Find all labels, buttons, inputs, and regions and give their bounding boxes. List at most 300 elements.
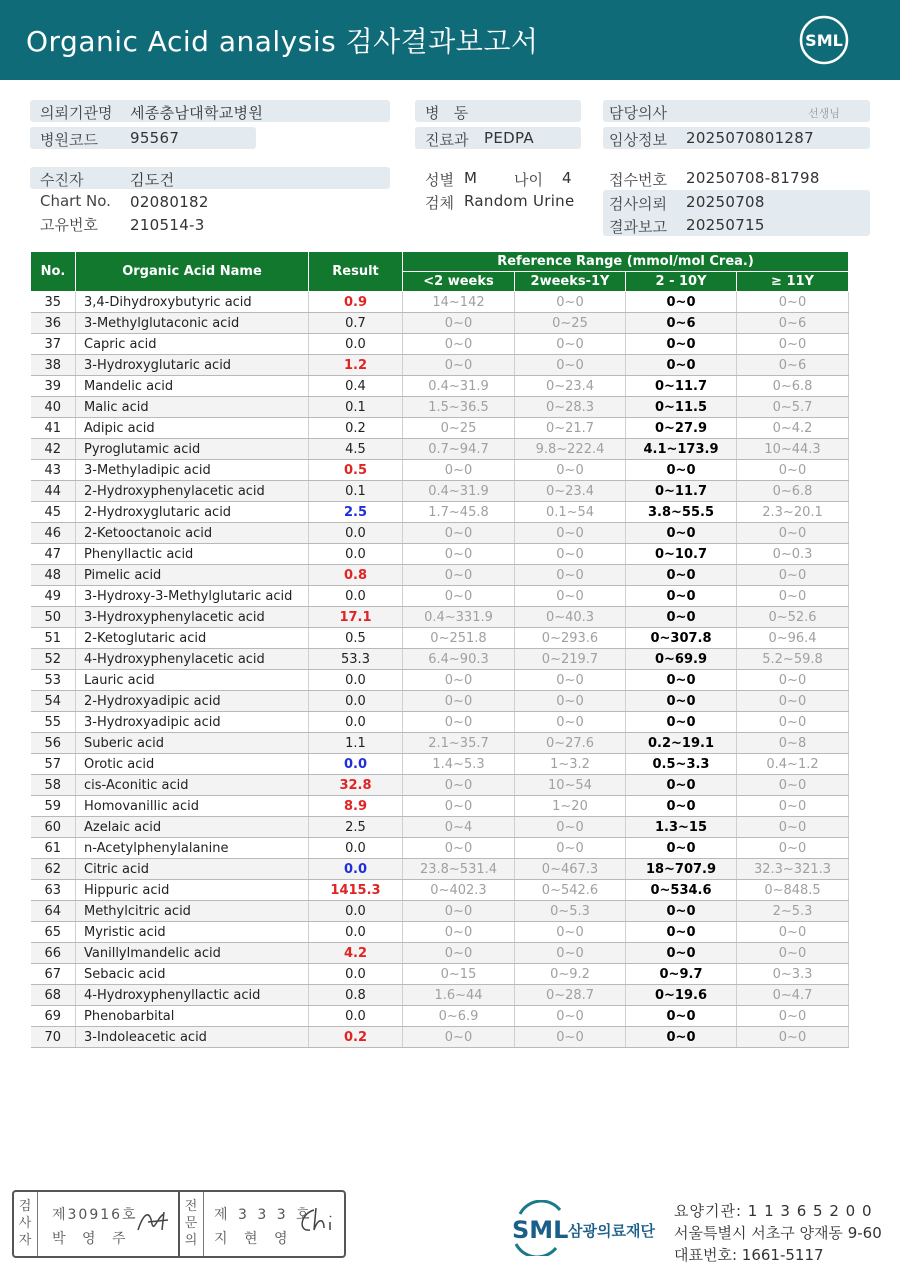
result-value: 0.0 bbox=[309, 922, 403, 943]
ref-2weeks-1y: 0~21.7 bbox=[515, 418, 626, 439]
ref-11y-plus: 0~4.7 bbox=[737, 985, 849, 1006]
row-number: 38 bbox=[31, 355, 76, 376]
req-date-value: 20250708 bbox=[686, 193, 765, 211]
ref-2-10y: 0~27.9 bbox=[626, 418, 737, 439]
table-row bbox=[31, 943, 849, 964]
result-value bbox=[309, 943, 403, 964]
acid-name: 3-Hydroxy-3-Methylglutaric acid bbox=[76, 586, 309, 607]
ref-2-10y: 0~0 bbox=[626, 670, 737, 691]
table-row bbox=[31, 691, 849, 712]
acid-name: Phenyllactic acid bbox=[76, 544, 309, 565]
ref-11y-plus: 0~0 bbox=[737, 691, 849, 712]
footer-phone: 대표번호: 1661-5117 bbox=[674, 1246, 824, 1264]
table-row bbox=[31, 754, 849, 775]
row-number: 39 bbox=[31, 376, 76, 397]
sml-footer-logo-icon bbox=[510, 1200, 670, 1256]
result-flagged: 0.9 bbox=[343, 294, 368, 310]
req-org-value: 세종충남대학교병원 bbox=[130, 104, 264, 122]
result-value: 0.8 bbox=[309, 985, 403, 1006]
row-number: 35 bbox=[31, 292, 76, 313]
institution-code: 요양기관: 1 1 3 6 5 2 0 0 bbox=[674, 1202, 873, 1220]
svg-text:SML: SML bbox=[805, 31, 843, 50]
unique-value: 210514-3 bbox=[130, 216, 205, 234]
acid-name: 4-Hydroxyphenyllactic acid bbox=[76, 985, 309, 1006]
signature-box bbox=[12, 1190, 346, 1258]
row-number: 43 bbox=[31, 460, 76, 481]
ref-under-2-weeks: 0~0 bbox=[403, 943, 515, 964]
table-row bbox=[31, 1006, 849, 1027]
table-row bbox=[31, 817, 849, 838]
ref-under-2-weeks: 0~402.3 bbox=[403, 880, 515, 901]
ref-11y-plus: 0~848.5 bbox=[737, 880, 849, 901]
ref-2-10y: 0.5~3.3 bbox=[626, 754, 737, 775]
result-value bbox=[309, 859, 403, 880]
sex-value: M bbox=[464, 169, 478, 187]
row-number: 50 bbox=[31, 607, 76, 628]
signature-label-1: 검사자 bbox=[18, 1199, 32, 1248]
result-flagged: 4.2 bbox=[343, 945, 368, 961]
ref-under-2-weeks: 1.6~44 bbox=[403, 985, 515, 1006]
ref-11y-plus: 32.3~321.3 bbox=[737, 859, 849, 880]
doctor-label: 담당의사 bbox=[609, 104, 667, 122]
result-flagged: 0.8 bbox=[343, 567, 368, 583]
table-row bbox=[31, 502, 849, 523]
table-row bbox=[31, 985, 849, 1006]
ref-11y-plus: 0~0 bbox=[737, 817, 849, 838]
row-number: 47 bbox=[31, 544, 76, 565]
table-row bbox=[31, 544, 849, 565]
result-value: 0.0 bbox=[309, 691, 403, 712]
report-date-value: 20250715 bbox=[686, 216, 765, 234]
ref-under-2-weeks: 0.4~31.9 bbox=[403, 376, 515, 397]
result-value: 0.0 bbox=[309, 586, 403, 607]
acid-name: Adipic acid bbox=[76, 418, 309, 439]
result-value bbox=[309, 460, 403, 481]
row-number: 58 bbox=[31, 775, 76, 796]
ref-11y-plus: 0~52.6 bbox=[737, 607, 849, 628]
ref-2weeks-1y: 9.8~222.4 bbox=[515, 439, 626, 460]
row-number: 61 bbox=[31, 838, 76, 859]
footer-logo bbox=[510, 1200, 670, 1260]
acid-name: n-Acetylphenylalanine bbox=[76, 838, 309, 859]
result-value bbox=[309, 607, 403, 628]
ref-11y-plus: 0~6 bbox=[737, 355, 849, 376]
result-flagged: 1.2 bbox=[343, 357, 368, 373]
ref-2-10y: 0~0 bbox=[626, 607, 737, 628]
result-value bbox=[309, 355, 403, 376]
ref-11y-plus: 0~0 bbox=[737, 796, 849, 817]
ref-under-2-weeks: 0~4 bbox=[403, 817, 515, 838]
ref-2-10y: 0~0 bbox=[626, 691, 737, 712]
ref-11y-plus: 0~0 bbox=[737, 943, 849, 964]
acid-name: 4-Hydroxyphenylacetic acid bbox=[76, 649, 309, 670]
ref-2weeks-1y: 0~293.6 bbox=[515, 628, 626, 649]
req-org-label: 의뢰기관명 bbox=[40, 104, 113, 122]
acid-name: Phenobarbital bbox=[76, 1006, 309, 1027]
table-row bbox=[31, 418, 849, 439]
ref-under-2-weeks: 0~0 bbox=[403, 586, 515, 607]
acid-name: Capric acid bbox=[76, 334, 309, 355]
result-value: 0.2 bbox=[309, 418, 403, 439]
row-number: 44 bbox=[31, 481, 76, 502]
table-row bbox=[31, 565, 849, 586]
result-flagged: 0.0 bbox=[343, 756, 368, 772]
ref-2-10y: 0~0 bbox=[626, 943, 737, 964]
ref-11y-plus: 0~0 bbox=[737, 334, 849, 355]
ref-2-10y: 0~9.7 bbox=[626, 964, 737, 985]
result-value: 0.0 bbox=[309, 334, 403, 355]
acid-name: 2-Hydroxyphenylacetic acid bbox=[76, 481, 309, 502]
ref-2-10y: 0~11.5 bbox=[626, 397, 737, 418]
row-number: 66 bbox=[31, 943, 76, 964]
acid-name: Homovanillic acid bbox=[76, 796, 309, 817]
table-row bbox=[31, 460, 849, 481]
signature-name-1: 박 영 주 bbox=[52, 1231, 132, 1247]
ref-2-10y: 0~0 bbox=[626, 523, 737, 544]
result-flagged: 0.0 bbox=[343, 861, 368, 877]
ref-2-10y: 0~69.9 bbox=[626, 649, 737, 670]
row-number: 41 bbox=[31, 418, 76, 439]
col-header-reference: Reference Range (mmol/mol Crea.) bbox=[403, 252, 849, 272]
row-number: 69 bbox=[31, 1006, 76, 1027]
acid-name: Suberic acid bbox=[76, 733, 309, 754]
acid-name: Lauric acid bbox=[76, 670, 309, 691]
ref-2weeks-1y: 0~219.7 bbox=[515, 649, 626, 670]
signature-name-2: 지 현 영 bbox=[214, 1231, 294, 1247]
table-row bbox=[31, 607, 849, 628]
ref-11y-plus: 2.3~20.1 bbox=[737, 502, 849, 523]
table-row bbox=[31, 628, 849, 649]
ref-2-10y: 0~0 bbox=[626, 796, 737, 817]
ref-11y-plus: 0~0 bbox=[737, 586, 849, 607]
row-number: 48 bbox=[31, 565, 76, 586]
result-value: 2.5 bbox=[309, 817, 403, 838]
result-value: 0.0 bbox=[309, 670, 403, 691]
ref-2weeks-1y: 1~3.2 bbox=[515, 754, 626, 775]
clinical-label: 임상정보 bbox=[609, 131, 667, 149]
ref-under-2-weeks: 0~0 bbox=[403, 544, 515, 565]
clinical-value: 2025070801287 bbox=[686, 129, 814, 147]
acid-name: Azelaic acid bbox=[76, 817, 309, 838]
ref-11y-plus: 0~0 bbox=[737, 523, 849, 544]
ref-under-2-weeks: 0.4~331.9 bbox=[403, 607, 515, 628]
row-number: 70 bbox=[31, 1027, 76, 1048]
result-value: 1.1 bbox=[309, 733, 403, 754]
acid-name: Methylcitric acid bbox=[76, 901, 309, 922]
table-row bbox=[31, 922, 849, 943]
ref-2-10y: 18~707.9 bbox=[626, 859, 737, 880]
result-value bbox=[309, 880, 403, 901]
col-header-ref-1: <2 weeks bbox=[403, 272, 515, 292]
ref-under-2-weeks: 0~0 bbox=[403, 334, 515, 355]
ref-2weeks-1y: 0~40.3 bbox=[515, 607, 626, 628]
ref-2-10y: 0~0 bbox=[626, 838, 737, 859]
ref-under-2-weeks: 1.4~5.3 bbox=[403, 754, 515, 775]
ref-2weeks-1y: 0~23.4 bbox=[515, 376, 626, 397]
ref-2weeks-1y: 0~0 bbox=[515, 670, 626, 691]
table-row bbox=[31, 292, 849, 313]
row-number: 37 bbox=[31, 334, 76, 355]
ref-2-10y: 0~6 bbox=[626, 313, 737, 334]
ref-2-10y: 4.1~173.9 bbox=[626, 439, 737, 460]
ref-2weeks-1y: 0~23.4 bbox=[515, 481, 626, 502]
col-header-ref-3: 2 - 10Y bbox=[626, 272, 737, 292]
ref-2weeks-1y: 0~0 bbox=[515, 817, 626, 838]
ref-under-2-weeks: 0~0 bbox=[403, 1027, 515, 1048]
ref-2-10y: 0~0 bbox=[626, 334, 737, 355]
ref-2-10y: 0~0 bbox=[626, 901, 737, 922]
ref-2-10y: 0~10.7 bbox=[626, 544, 737, 565]
ref-under-2-weeks: 2.1~35.7 bbox=[403, 733, 515, 754]
ref-under-2-weeks: 0~0 bbox=[403, 460, 515, 481]
row-number: 56 bbox=[31, 733, 76, 754]
ref-under-2-weeks: 1.5~36.5 bbox=[403, 397, 515, 418]
ref-11y-plus: 0~4.2 bbox=[737, 418, 849, 439]
ref-2weeks-1y: 1~20 bbox=[515, 796, 626, 817]
ref-under-2-weeks: 0.4~31.9 bbox=[403, 481, 515, 502]
hosp-code-label: 병원코드 bbox=[40, 131, 98, 149]
table-row bbox=[31, 523, 849, 544]
result-value: 0.7 bbox=[309, 313, 403, 334]
ref-11y-plus: 0~3.3 bbox=[737, 964, 849, 985]
ref-11y-plus: 0~0 bbox=[737, 670, 849, 691]
ref-2-10y: 0~0 bbox=[626, 460, 737, 481]
result-flagged: 0.2 bbox=[343, 1029, 368, 1045]
svg-text:삼광의료재단: 삼광의료재단 bbox=[568, 1222, 655, 1240]
result-flagged: 2.5 bbox=[343, 504, 368, 520]
acid-name: 3-Hydroxyglutaric acid bbox=[76, 355, 309, 376]
ref-11y-plus: 0~0 bbox=[737, 460, 849, 481]
unique-label: 고유번호 bbox=[40, 216, 98, 234]
table-row bbox=[31, 481, 849, 502]
table-row bbox=[31, 796, 849, 817]
ref-2-10y: 0~0 bbox=[626, 355, 737, 376]
table-row bbox=[31, 670, 849, 691]
row-number: 68 bbox=[31, 985, 76, 1006]
ref-under-2-weeks: 0~251.8 bbox=[403, 628, 515, 649]
acid-name: 3-Hydroxyadipic acid bbox=[76, 712, 309, 733]
dept-label: 진료과 bbox=[425, 131, 469, 149]
acid-name: Orotic acid bbox=[76, 754, 309, 775]
result-value bbox=[309, 796, 403, 817]
table-row bbox=[31, 838, 849, 859]
table-row bbox=[31, 334, 849, 355]
results-table bbox=[30, 251, 849, 1048]
table-row bbox=[31, 964, 849, 985]
patient-label: 수진자 bbox=[40, 171, 84, 189]
sml-logo-icon bbox=[798, 14, 850, 66]
result-value: 0.0 bbox=[309, 544, 403, 565]
ref-2weeks-1y: 0~0 bbox=[515, 460, 626, 481]
sex-label: 성별 bbox=[425, 171, 454, 189]
col-header-ref-4: ≥ 11Y bbox=[737, 272, 849, 292]
row-number: 45 bbox=[31, 502, 76, 523]
row-number: 51 bbox=[31, 628, 76, 649]
row-number: 62 bbox=[31, 859, 76, 880]
ref-2weeks-1y: 0~27.6 bbox=[515, 733, 626, 754]
ward-label: 병 동 bbox=[425, 104, 469, 122]
result-value: 0.4 bbox=[309, 376, 403, 397]
ref-under-2-weeks: 0~0 bbox=[403, 313, 515, 334]
ref-2weeks-1y: 0~28.3 bbox=[515, 397, 626, 418]
ref-under-2-weeks: 14~142 bbox=[403, 292, 515, 313]
acid-name: 3,4-Dihydroxybutyric acid bbox=[76, 292, 309, 313]
ref-11y-plus: 0~0 bbox=[737, 775, 849, 796]
ref-2weeks-1y: 0~0 bbox=[515, 922, 626, 943]
acid-name: cis-Aconitic acid bbox=[76, 775, 309, 796]
ref-2-10y: 0~0 bbox=[626, 922, 737, 943]
ref-2-10y: 0.2~19.1 bbox=[626, 733, 737, 754]
table-row bbox=[31, 313, 849, 334]
report-header bbox=[0, 0, 900, 80]
ref-2weeks-1y: 0.1~54 bbox=[515, 502, 626, 523]
ref-11y-plus: 0~0 bbox=[737, 565, 849, 586]
ref-11y-plus: 0~6.8 bbox=[737, 376, 849, 397]
acid-name: 2-Ketooctanoic acid bbox=[76, 523, 309, 544]
ref-2-10y: 0~11.7 bbox=[626, 376, 737, 397]
col-header-result: Result bbox=[309, 252, 403, 292]
ref-under-2-weeks: 0~0 bbox=[403, 712, 515, 733]
signature-label-2: 전문의 bbox=[184, 1199, 198, 1248]
acid-name: 2-Hydroxyadipic acid bbox=[76, 691, 309, 712]
ref-under-2-weeks: 0~0 bbox=[403, 691, 515, 712]
ref-under-2-weeks: 0~0 bbox=[403, 565, 515, 586]
req-date-label: 검사의뢰 bbox=[609, 195, 667, 213]
ref-11y-plus: 0~0 bbox=[737, 922, 849, 943]
ref-2-10y: 0~0 bbox=[626, 586, 737, 607]
row-number: 67 bbox=[31, 964, 76, 985]
ref-under-2-weeks: 0~25 bbox=[403, 418, 515, 439]
table-row bbox=[31, 901, 849, 922]
ref-2weeks-1y: 0~0 bbox=[515, 565, 626, 586]
ref-2-10y: 0~0 bbox=[626, 565, 737, 586]
ref-under-2-weeks: 0~0 bbox=[403, 355, 515, 376]
ref-2weeks-1y: 0~0 bbox=[515, 523, 626, 544]
row-number: 59 bbox=[31, 796, 76, 817]
row-number: 64 bbox=[31, 901, 76, 922]
ref-11y-plus: 0~6 bbox=[737, 313, 849, 334]
ref-2weeks-1y: 0~542.6 bbox=[515, 880, 626, 901]
specimen-label: 검체 bbox=[425, 194, 454, 212]
ref-2weeks-1y: 0~9.2 bbox=[515, 964, 626, 985]
ref-2weeks-1y: 0~28.7 bbox=[515, 985, 626, 1006]
ref-11y-plus: 0~6.8 bbox=[737, 481, 849, 502]
ref-under-2-weeks: 0~0 bbox=[403, 838, 515, 859]
ref-under-2-weeks: 0~0 bbox=[403, 922, 515, 943]
result-value: 0.0 bbox=[309, 901, 403, 922]
result-value: 0.0 bbox=[309, 838, 403, 859]
ref-2weeks-1y: 0~0 bbox=[515, 586, 626, 607]
signature-number-2: 제 3 3 3 호 bbox=[214, 1207, 313, 1223]
ref-11y-plus: 2~5.3 bbox=[737, 901, 849, 922]
row-number: 65 bbox=[31, 922, 76, 943]
acid-name: 3-Methylglutaconic acid bbox=[76, 313, 309, 334]
table-row bbox=[31, 733, 849, 754]
result-value bbox=[309, 775, 403, 796]
result-value bbox=[309, 754, 403, 775]
acid-name: Malic acid bbox=[76, 397, 309, 418]
acid-name: 3-Hydroxyphenylacetic acid bbox=[76, 607, 309, 628]
ref-2-10y: 0~0 bbox=[626, 292, 737, 313]
acid-name: 3-Indoleacetic acid bbox=[76, 1027, 309, 1048]
acid-name: Pyroglutamic acid bbox=[76, 439, 309, 460]
chart-value: 02080182 bbox=[130, 193, 209, 211]
ref-2-10y: 1.3~15 bbox=[626, 817, 737, 838]
row-number: 55 bbox=[31, 712, 76, 733]
row-number: 52 bbox=[31, 649, 76, 670]
ref-under-2-weeks: 23.8~531.4 bbox=[403, 859, 515, 880]
ref-11y-plus: 0~0 bbox=[737, 712, 849, 733]
ref-11y-plus: 0.4~1.2 bbox=[737, 754, 849, 775]
receipt-label: 접수번호 bbox=[609, 171, 667, 189]
row-number: 53 bbox=[31, 670, 76, 691]
acid-name: 2-Hydroxyglutaric acid bbox=[76, 502, 309, 523]
acid-name: Myristic acid bbox=[76, 922, 309, 943]
ref-under-2-weeks: 0~0 bbox=[403, 775, 515, 796]
ref-2-10y: 0~11.7 bbox=[626, 481, 737, 502]
table-row bbox=[31, 859, 849, 880]
row-number: 63 bbox=[31, 880, 76, 901]
result-value: 0.1 bbox=[309, 397, 403, 418]
acid-name: Citric acid bbox=[76, 859, 309, 880]
result-flagged: 0.5 bbox=[343, 462, 368, 478]
table-row bbox=[31, 880, 849, 901]
ref-2weeks-1y: 0~25 bbox=[515, 313, 626, 334]
ref-11y-plus: 0~96.4 bbox=[737, 628, 849, 649]
svg-text:SML: SML bbox=[512, 1216, 569, 1244]
ref-2weeks-1y: 0~0 bbox=[515, 712, 626, 733]
ref-2-10y: 3.8~55.5 bbox=[626, 502, 737, 523]
ref-11y-plus: 0~0 bbox=[737, 1027, 849, 1048]
ref-11y-plus: 0~0 bbox=[737, 292, 849, 313]
result-value: 53.3 bbox=[309, 649, 403, 670]
ref-11y-plus: 0~0 bbox=[737, 838, 849, 859]
result-flagged: 8.9 bbox=[343, 798, 368, 814]
ref-2-10y: 0~0 bbox=[626, 1006, 737, 1027]
receipt-value: 20250708-81798 bbox=[686, 169, 820, 187]
row-number: 42 bbox=[31, 439, 76, 460]
footer-address: 서울특별시 서초구 양재동 9-60 bbox=[674, 1224, 882, 1242]
result-value: 0.0 bbox=[309, 712, 403, 733]
row-number: 60 bbox=[31, 817, 76, 838]
ref-2weeks-1y: 10~54 bbox=[515, 775, 626, 796]
acid-name: 2-Ketoglutaric acid bbox=[76, 628, 309, 649]
acid-name: Mandelic acid bbox=[76, 376, 309, 397]
table-row bbox=[31, 355, 849, 376]
ref-2weeks-1y: 0~5.3 bbox=[515, 901, 626, 922]
acid-name: Hippuric acid bbox=[76, 880, 309, 901]
ref-under-2-weeks: 0~6.9 bbox=[403, 1006, 515, 1027]
age-value: 4 bbox=[562, 169, 572, 187]
ref-under-2-weeks: 0~0 bbox=[403, 523, 515, 544]
patient-value: 김도건 bbox=[130, 171, 175, 189]
result-value bbox=[309, 1027, 403, 1048]
row-number: 40 bbox=[31, 397, 76, 418]
ref-2weeks-1y: 0~0 bbox=[515, 838, 626, 859]
ref-11y-plus: 5.2~59.8 bbox=[737, 649, 849, 670]
ref-under-2-weeks: 0~0 bbox=[403, 796, 515, 817]
ref-2weeks-1y: 0~0 bbox=[515, 691, 626, 712]
col-header-no: No. bbox=[31, 252, 76, 292]
ref-under-2-weeks: 1.7~45.8 bbox=[403, 502, 515, 523]
result-flagged: 1415.3 bbox=[330, 882, 381, 898]
age-label: 나이 bbox=[514, 171, 543, 189]
signature-mark-1 bbox=[134, 1206, 178, 1236]
ref-under-2-weeks: 0~0 bbox=[403, 670, 515, 691]
signature-number-1: 제30916호 bbox=[52, 1207, 138, 1223]
ref-2-10y: 0~0 bbox=[626, 775, 737, 796]
result-value: 0.0 bbox=[309, 1006, 403, 1027]
